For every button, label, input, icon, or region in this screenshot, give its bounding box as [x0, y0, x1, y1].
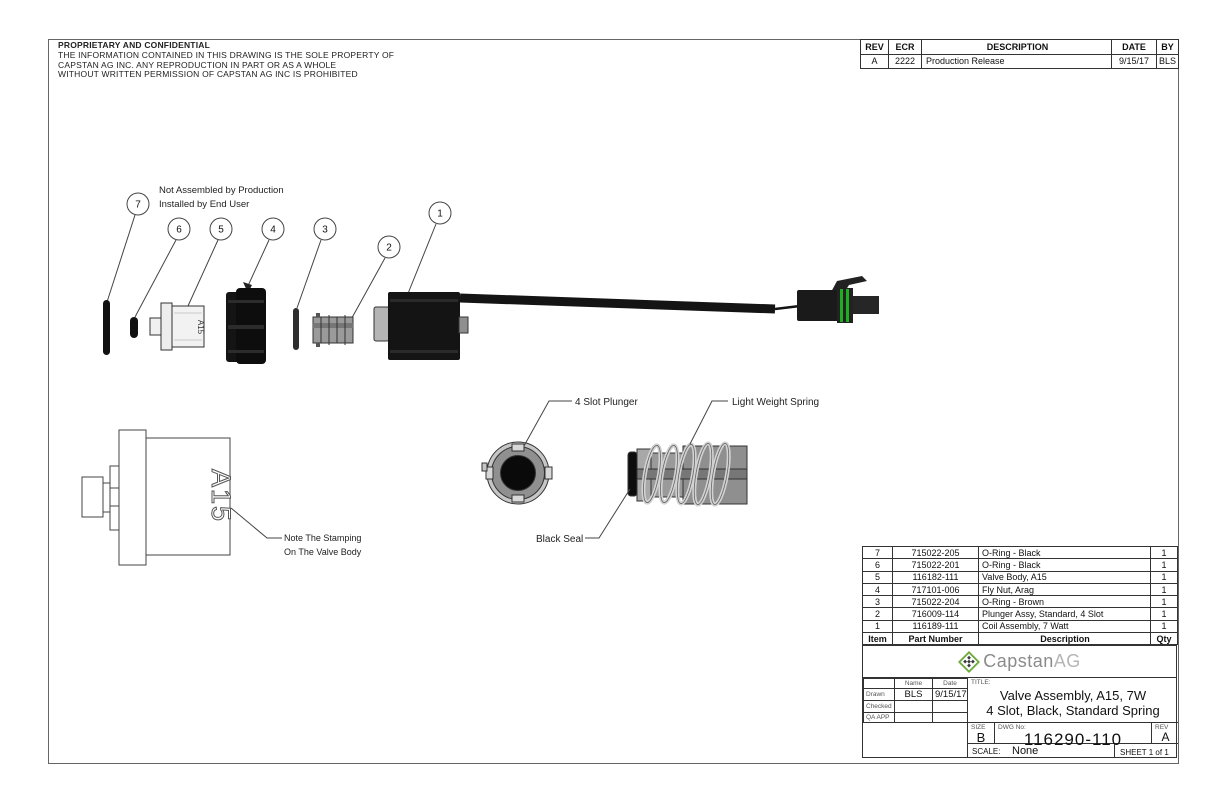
plunger-label-leader	[524, 401, 572, 446]
capstan-diamond-icon	[958, 651, 980, 673]
connector-seal-ring	[840, 289, 843, 322]
part-description: O-Ring - Black	[979, 559, 1151, 571]
item-number: 7	[863, 547, 893, 559]
oring-item6	[130, 317, 138, 338]
qa-label: QA APP	[864, 713, 895, 723]
balloon-2-label: 2	[386, 242, 392, 254]
drawn-date: 9/15/17	[933, 689, 968, 701]
parts-header-row	[863, 633, 1178, 645]
part-qty: 1	[1151, 559, 1178, 571]
balloon-6-label: 6	[176, 224, 182, 236]
notice-line: THE INFORMATION CONTAINED IN THIS DRAWING IS THE SOLE PROPERTY OF	[58, 49, 395, 60]
drawn-row	[864, 689, 968, 701]
scale-value: None	[1012, 745, 1039, 757]
drawing-title-line2: 4 Slot, Black, Standard Spring	[986, 703, 1160, 718]
dwg-number-label: DWG No:	[998, 724, 1026, 731]
part-qty: 1	[1151, 547, 1178, 559]
valve-body-item5	[150, 303, 205, 350]
balloon-7-label: 7	[135, 199, 141, 211]
dwg-number-value: 116290-110	[1023, 730, 1123, 749]
part-qty: 1	[1151, 608, 1178, 620]
part-qty: 1	[1151, 620, 1178, 632]
date-col-header: Date	[933, 679, 968, 689]
dwg-number-cell	[994, 723, 1151, 749]
part-description: O-Ring - Black	[979, 547, 1151, 559]
scale-sheet-row	[968, 744, 1178, 758]
connector-seal-ring	[846, 289, 849, 322]
checked-date	[933, 701, 968, 713]
spring-label-leader	[690, 401, 728, 444]
ecr-value: 2222	[889, 54, 922, 69]
revision-date: 9/15/17	[1112, 54, 1157, 69]
signoff-table	[863, 678, 968, 723]
part-number: 715022-201	[893, 559, 979, 571]
coil-cable	[460, 298, 775, 309]
item-number: 2	[863, 608, 893, 620]
notice-title: PROPRIETARY AND CONFIDENTIAL	[58, 40, 210, 50]
part-description: O-Ring - Brown	[979, 596, 1151, 608]
parts-row	[863, 547, 1178, 559]
sheet-number: SHEET 1 of 1	[1120, 748, 1169, 757]
parts-row	[863, 608, 1178, 620]
part-description: Fly Nut, Arag	[979, 583, 1151, 595]
balloon-3-label: 3	[322, 224, 328, 236]
part-qty: 1	[1151, 596, 1178, 608]
sheet-cell	[1114, 744, 1179, 758]
checked-row	[864, 701, 968, 713]
checked-name	[895, 701, 933, 713]
plunger-front-view	[482, 442, 552, 504]
plunger-assy-item2	[313, 313, 353, 347]
parts-row	[863, 596, 1178, 608]
logo-text-ag: AG	[1053, 651, 1081, 671]
qa-row	[864, 713, 968, 723]
item-number: 1	[863, 620, 893, 632]
plunger-side-view	[628, 442, 747, 505]
revision-description: Production Release	[922, 54, 1112, 69]
part-number: 715022-204	[893, 596, 979, 608]
stamping-note-line1: Note The Stamping	[284, 533, 362, 543]
part-number: 715022-205	[893, 547, 979, 559]
part-description: Plunger Assy, Standard, 4 Slot	[979, 608, 1151, 620]
drawn-name: BLS	[895, 689, 933, 701]
coil-assembly-item1	[374, 276, 879, 360]
seal-label-leader	[585, 489, 630, 538]
title-panel	[967, 678, 1178, 758]
notice-line: WITHOUT WRITTEN PERMISSION OF CAPSTAN AG INC IS PROHIBITED	[58, 69, 358, 80]
production-note-line1: Not Assembled by Production	[159, 185, 284, 196]
qty-col-header: Qty	[1151, 633, 1178, 645]
logo-text-capstan: Capstan	[983, 651, 1054, 671]
part-qty: 1	[1151, 583, 1178, 595]
scale-cell	[968, 744, 1114, 758]
cable-connector	[797, 276, 879, 323]
production-note-line2: Installed by End User	[159, 198, 250, 210]
scale-label: SCALE:	[972, 747, 1001, 756]
item-col-header: Item	[863, 633, 893, 645]
title-block	[862, 645, 1177, 758]
valve-body-small-stamp: A15	[196, 319, 205, 335]
parts-row	[863, 583, 1178, 595]
item-number: 6	[863, 559, 893, 571]
signoff-panel	[863, 678, 967, 758]
name-col-header: Name	[895, 679, 933, 689]
rev-col-header: REV	[861, 40, 889, 55]
balloon-5-label: 5	[218, 224, 224, 236]
part-number: 116189-111	[893, 620, 979, 632]
description-col-header: Description	[979, 633, 1151, 645]
parts-row	[863, 559, 1178, 571]
signoff-header-row	[864, 679, 968, 689]
size-cell	[968, 723, 994, 743]
part-number: 116182-111	[893, 571, 979, 583]
part-description: Coil Assembly, 7 Watt	[979, 620, 1151, 632]
oring-item3	[293, 308, 299, 350]
date-col-header: DATE	[1112, 40, 1157, 55]
valve-body-side-view	[82, 430, 282, 565]
logo-wordmark	[983, 651, 1081, 672]
parts-row	[863, 571, 1178, 583]
spring-label: Light Weight Spring	[732, 397, 820, 408]
stamping-note-line2: On The Valve Body	[284, 546, 362, 557]
title-label: TITLE:	[971, 679, 991, 686]
oring-item7	[103, 300, 110, 355]
fly-nut-item4	[226, 288, 266, 364]
part-description: Valve Body, A15	[979, 571, 1151, 583]
title-cell	[968, 678, 1178, 723]
company-logo	[863, 646, 1176, 678]
checked-label: Checked	[864, 701, 895, 713]
item-number: 4	[863, 583, 893, 595]
part-qty: 1	[1151, 571, 1178, 583]
part-number: 717101-006	[893, 583, 979, 595]
drawing-title-line1: Valve Assembly, A15, 7W	[999, 688, 1147, 703]
item-number: 5	[863, 571, 893, 583]
qa-name	[895, 713, 933, 723]
rev-label: REV	[1155, 724, 1169, 731]
rev-cell	[1151, 723, 1179, 743]
qa-date	[933, 713, 968, 723]
seal-label: Black Seal	[536, 534, 584, 545]
size-dwg-rev-row	[968, 723, 1178, 749]
rev-value: A	[1161, 730, 1170, 744]
plunger-label: 4 Slot Plunger	[575, 397, 638, 408]
balloon-1-label: 1	[437, 208, 443, 220]
balloon-4-label: 4	[270, 224, 276, 236]
rev-value: A	[861, 54, 889, 69]
size-label: SIZE	[971, 724, 986, 731]
ecr-col-header: ECR	[889, 40, 922, 55]
description-col-header: DESCRIPTION	[922, 40, 1112, 55]
valve-body-stamp: A15	[205, 468, 236, 524]
production-note	[159, 184, 284, 211]
notice-line: CAPSTAN AG INC. ANY REPRODUCTION IN PART OR AS A WHOLE	[58, 59, 337, 70]
item-number: 3	[863, 596, 893, 608]
revision-by: BLS	[1157, 54, 1179, 69]
parts-row	[863, 620, 1178, 632]
by-col-header: BY	[1157, 40, 1179, 55]
part-number-col-header: Part Number	[893, 633, 979, 645]
drawn-label: Drawn	[864, 689, 895, 701]
parts-list-table	[862, 546, 1178, 645]
size-value: B	[976, 730, 986, 745]
part-number: 716009-114	[893, 608, 979, 620]
stamping-note	[284, 532, 361, 559]
